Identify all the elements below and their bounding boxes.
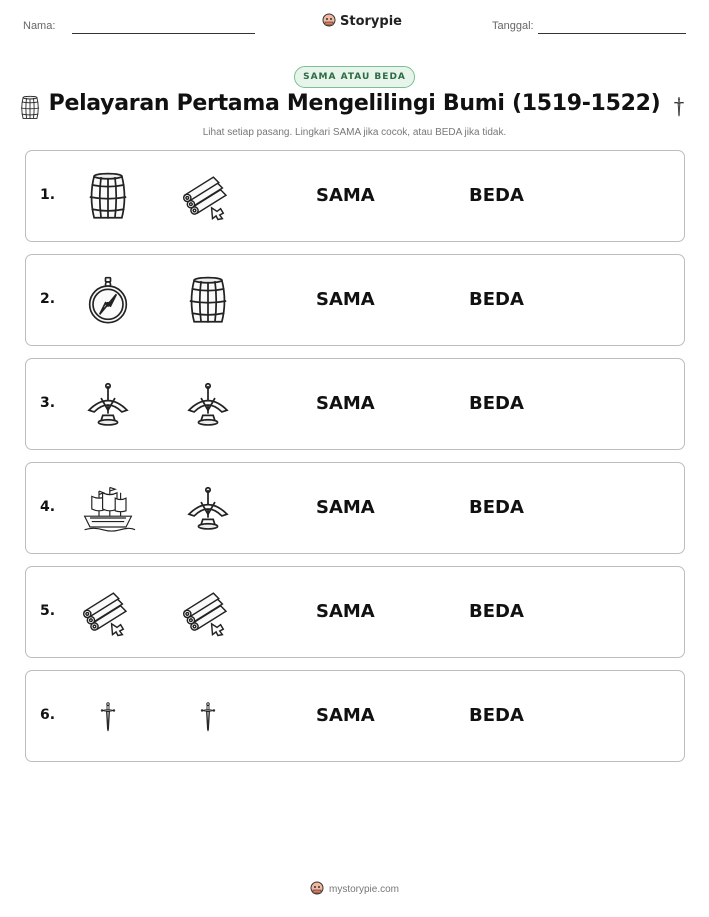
question-row [25, 670, 685, 762]
option-same[interactable]: SAMA [316, 705, 375, 726]
option-same[interactable]: SAMA [316, 185, 375, 206]
activity-badge: SAMA ATAU BEDA [294, 66, 415, 88]
barrel-icon [78, 167, 138, 227]
astrolabe-icon [178, 479, 238, 539]
page-title: Pelayaran Pertama Mengelilingi Bumi (1519-1522) [48, 91, 661, 116]
option-same[interactable]: SAMA [316, 497, 375, 518]
option-different[interactable]: BEDA [469, 601, 524, 622]
question-number: 6. [40, 707, 56, 723]
logs-icon [178, 583, 238, 643]
barrel-icon [178, 271, 238, 331]
option-different[interactable]: BEDA [469, 705, 524, 726]
instructions: Lihat setiap pasang. Lingkari SAMA jika cocok, atau BEDA jika tidak. [202, 127, 507, 138]
logs-icon [178, 167, 238, 227]
option-different[interactable]: BEDA [469, 289, 524, 310]
footer-url[interactable]: mystorypie.com [328, 884, 399, 895]
compass-icon [78, 271, 138, 331]
logs-icon [78, 583, 138, 643]
name-label: Nama: [23, 20, 56, 32]
brand-name: Storypie [340, 14, 402, 29]
name-line[interactable] [72, 33, 255, 34]
date-line[interactable] [538, 33, 686, 34]
dagger-icon [669, 90, 689, 128]
option-different[interactable]: BEDA [469, 185, 524, 206]
footer [0, 880, 709, 899]
option-same[interactable]: SAMA [316, 393, 375, 414]
question-number: 1. [40, 187, 56, 203]
ship-icon [78, 479, 138, 539]
question-number: 4. [40, 499, 56, 515]
question-row [25, 254, 685, 346]
question-row [25, 462, 685, 554]
option-same[interactable]: SAMA [316, 601, 375, 622]
question-row [25, 150, 685, 242]
date-label: Tanggal: [492, 20, 534, 32]
astrolabe-icon [178, 375, 238, 435]
question-number: 3. [40, 395, 56, 411]
question-number: 5. [40, 603, 56, 619]
question-row [25, 566, 685, 658]
storypie-logo-icon [310, 880, 324, 899]
brand [322, 12, 402, 31]
barrel-icon [17, 93, 43, 127]
option-same[interactable]: SAMA [316, 289, 375, 310]
question-number: 2. [40, 291, 56, 307]
option-different[interactable]: BEDA [469, 497, 524, 518]
question-row [25, 358, 685, 450]
option-different[interactable]: BEDA [469, 393, 524, 414]
astrolabe-icon [78, 375, 138, 435]
storypie-logo-icon [322, 12, 336, 31]
dagger-icon [78, 687, 138, 747]
dagger-icon [178, 687, 238, 747]
